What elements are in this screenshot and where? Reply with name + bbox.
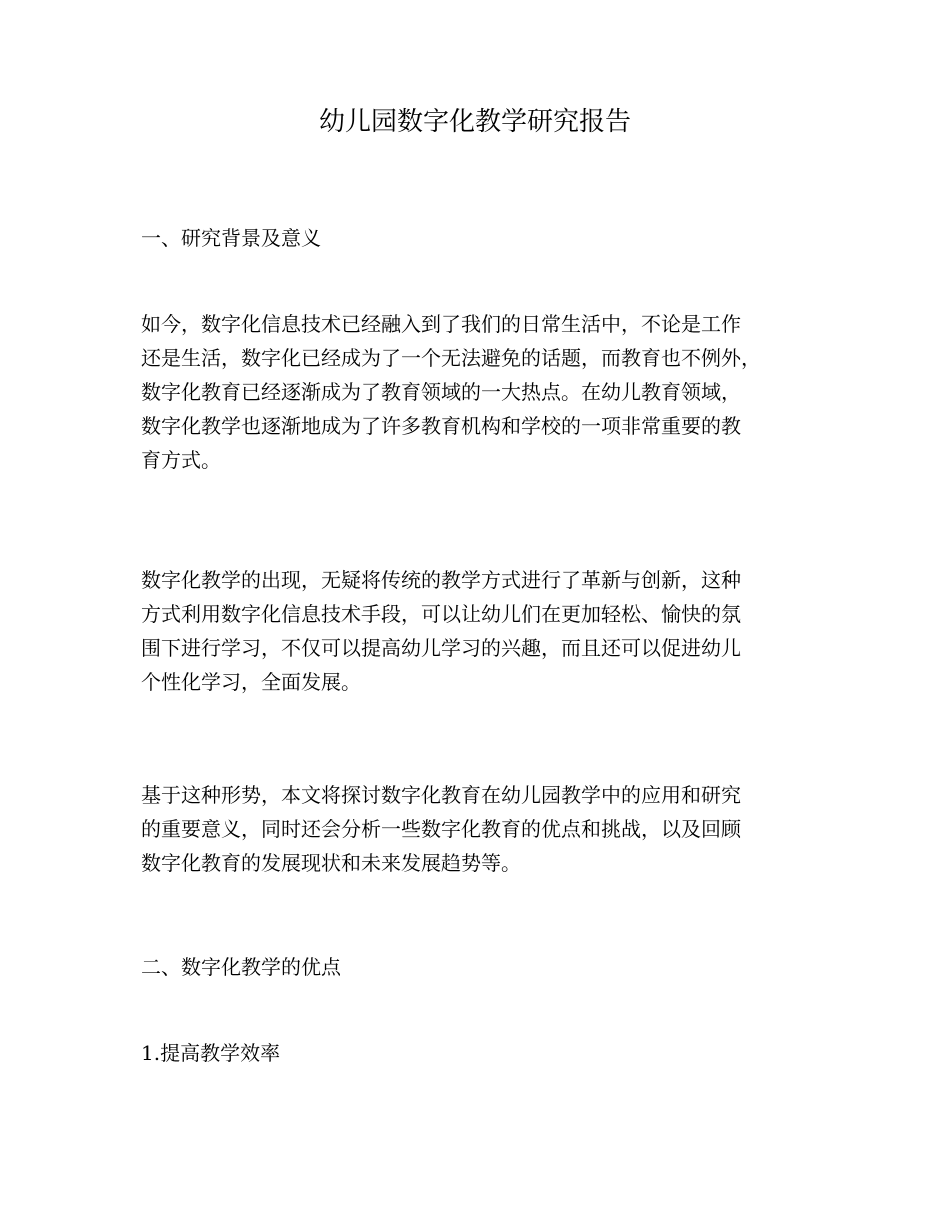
paragraph-line: 的重要意义，同时还会分析一些数字化教育的优点和挑战，以及回顾 xyxy=(141,817,741,841)
paragraph-line: 如今，数字化信息技术已经融入到了我们的日常生活中，不论是工作 xyxy=(141,312,741,336)
subsection-heading-efficiency: 1.提高教学效率 xyxy=(141,1041,281,1065)
paragraph-3 xyxy=(141,778,741,880)
section-heading-background: 一、研究背景及意义 xyxy=(141,226,321,250)
paragraph-line: 数字化教学也逐渐地成为了许多教育机构和学校的一项非常重要的教 xyxy=(141,414,741,438)
document-title: 幼儿园数字化教学研究报告 xyxy=(318,107,631,137)
section-heading-advantages: 二、数字化教学的优点 xyxy=(141,955,341,979)
paragraph-line: 数字化教育已经逐渐成为了教育领域的一大热点。在幼儿教育领域， xyxy=(141,380,741,404)
paragraph-1 xyxy=(141,307,761,477)
paragraph-line: 数字化教育的发展现状和未来发展趋势等。 xyxy=(141,851,521,875)
paragraph-line: 育方式。 xyxy=(141,448,221,472)
paragraph-line: 方式利用数字化信息技术手段，可以让幼儿们在更加轻松、愉快的氛 xyxy=(141,602,741,626)
paragraph-line: 数字化教学的出现，无疑将传统的教学方式进行了革新与创新，这种 xyxy=(141,568,741,592)
paragraph-line: 个性化学习，全面发展。 xyxy=(141,670,361,694)
paragraph-line: 围下进行学习，不仅可以提高幼儿学习的兴趣，而且还可以促进幼儿 xyxy=(141,636,741,660)
paragraph-line: 基于这种形势，本文将探讨数字化教育在幼儿园教学中的应用和研究 xyxy=(141,783,741,807)
paragraph-line: 还是生活，数字化已经成为了一个无法避免的话题，而教育也不例外， xyxy=(141,346,761,370)
paragraph-2 xyxy=(141,563,741,699)
